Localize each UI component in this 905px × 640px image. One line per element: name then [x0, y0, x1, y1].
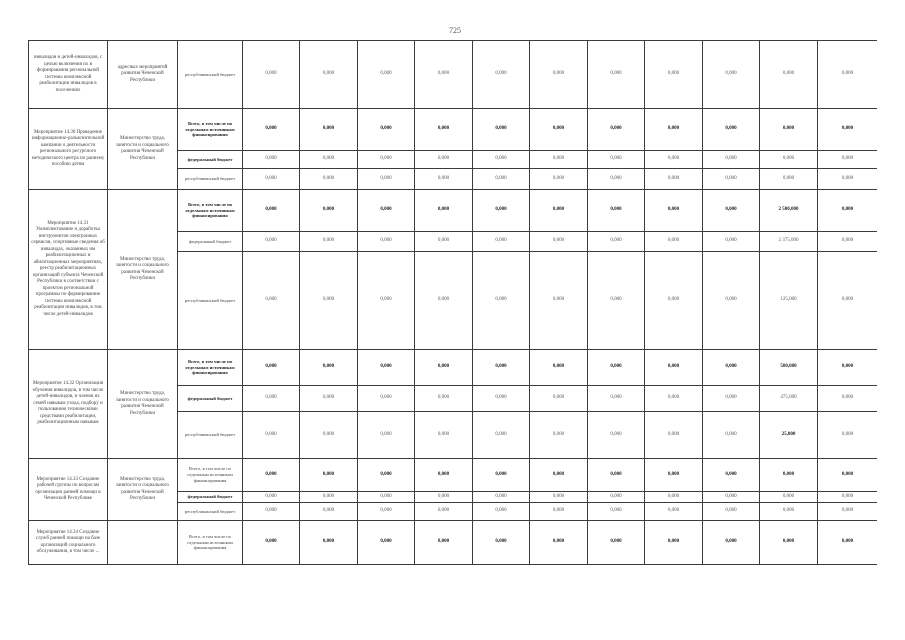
value-cell: 0,000 [588, 492, 645, 503]
funding-source: федеральный бюджет [178, 492, 243, 503]
value-cell: 0,000 [415, 232, 473, 252]
value-cell: 0,000 [530, 503, 588, 521]
value-cell: 0,000 [645, 386, 703, 412]
value-cell: 0,000 [588, 252, 645, 350]
value-cell: 0,000 [415, 252, 473, 350]
value-cell: 0,000 [415, 169, 473, 190]
value-cell: 0,000 [645, 232, 703, 252]
funding-source: республиканский бюджет [178, 41, 243, 109]
value-cell: 0,000 [818, 151, 878, 169]
value-cell: 0,000 [760, 492, 818, 503]
table-row [29, 459, 878, 492]
value-cell: 0,000 [703, 503, 760, 521]
value-cell: 0,000 [358, 151, 415, 169]
value-cell: 0,000 [358, 190, 415, 232]
value-cell: 0,000 [645, 151, 703, 169]
value-cell: 0,000 [760, 521, 818, 565]
value-cell: 0,000 [760, 169, 818, 190]
value-cell: 0,000 [760, 41, 818, 109]
measure-description: инвалидов и детей-инвалидов, с целью включения их в формирования региональной системы комплексной реабилитации инвалидов в поселениях [29, 41, 108, 109]
value-cell: 0,000 [530, 151, 588, 169]
value-cell: 0,000 [588, 503, 645, 521]
value-cell: 0,000 [358, 169, 415, 190]
value-cell: 0,000 [645, 503, 703, 521]
value-cell: 0,000 [473, 492, 530, 503]
value-cell: 0,000 [588, 109, 645, 151]
value-cell: 0,000 [358, 109, 415, 151]
value-cell: 0,000 [588, 521, 645, 565]
executor: адресных мероприятий развития Чеченской Республики [108, 41, 178, 109]
funding-source: федеральный бюджет [178, 386, 243, 412]
value-cell: 125,000 [760, 252, 818, 350]
value-cell: 0,000 [703, 169, 760, 190]
value-cell: 0,000 [415, 492, 473, 503]
value-cell: 0,000 [415, 386, 473, 412]
value-cell: 0,000 [530, 386, 588, 412]
value-cell: 0,000 [358, 41, 415, 109]
value-cell: 0,000 [300, 190, 358, 232]
executor: Министерство труда, занятости и социального развития Чеченской Республики [108, 459, 178, 521]
value-cell: 0,000 [703, 521, 760, 565]
funding-source: Всего, в том числе по отдельным источникам финансирования [178, 350, 243, 386]
value-cell: 0,000 [530, 252, 588, 350]
value-cell: 0,000 [703, 190, 760, 232]
value-cell: 0,000 [473, 252, 530, 350]
value-cell: 0,000 [243, 492, 300, 503]
value-cell: 0,000 [243, 459, 300, 492]
value-cell: 0,000 [243, 521, 300, 565]
value-cell: 0,000 [588, 232, 645, 252]
value-cell: 0,000 [818, 386, 878, 412]
value-cell: 0,000 [645, 190, 703, 232]
value-cell: 0,000 [530, 232, 588, 252]
value-cell: 0,000 [703, 232, 760, 252]
value-cell: 0,000 [358, 350, 415, 386]
measure-description: Мероприятие 14.32 Организация обучения инвалидов, в том числе детей-инвалидов, и членов их семей навыкам ухода, подбору и пользованию техническими средствами реабилитации, реабилитационным навыкам [29, 350, 108, 459]
value-cell: 0,000 [473, 412, 530, 459]
value-cell: 0,000 [243, 350, 300, 386]
value-cell: 0,000 [473, 190, 530, 232]
value-cell: 0,000 [243, 412, 300, 459]
value-cell: 0,000 [473, 459, 530, 492]
table-row [29, 350, 878, 386]
table-row [29, 41, 878, 109]
value-cell: 0,000 [703, 151, 760, 169]
value-cell: 0,000 [530, 492, 588, 503]
value-cell: 0,000 [530, 521, 588, 565]
value-cell: 0,000 [300, 521, 358, 565]
budget-table-body [29, 41, 878, 565]
value-cell: 0,000 [415, 521, 473, 565]
value-cell: 0,000 [473, 386, 530, 412]
value-cell: 0,000 [358, 386, 415, 412]
value-cell: 0,000 [645, 350, 703, 386]
value-cell: 0,000 [818, 252, 878, 350]
value-cell: 0,000 [588, 459, 645, 492]
value-cell: 0,000 [703, 459, 760, 492]
executor [108, 521, 178, 565]
executor: Министерство труда, занятости и социального развития Чеченской Республики [108, 109, 178, 190]
value-cell: 0,000 [588, 151, 645, 169]
value-cell: 0,000 [243, 232, 300, 252]
value-cell: 0,000 [358, 521, 415, 565]
funding-source: республиканский бюджет [178, 169, 243, 190]
value-cell: 0,000 [300, 109, 358, 151]
value-cell: 0,000 [760, 503, 818, 521]
value-cell: 0,000 [300, 412, 358, 459]
value-cell: 0,000 [358, 412, 415, 459]
funding-source: республиканский бюджет [178, 412, 243, 459]
value-cell: 0,000 [358, 252, 415, 350]
value-cell: 0,000 [473, 503, 530, 521]
value-cell: 0,000 [760, 459, 818, 492]
value-cell: 0,000 [818, 521, 878, 565]
value-cell: 0,000 [818, 190, 878, 232]
table-row [29, 109, 878, 151]
value-cell: 0,000 [588, 350, 645, 386]
value-cell: 0,000 [703, 492, 760, 503]
value-cell: 0,000 [243, 41, 300, 109]
value-cell: 0,000 [818, 169, 878, 190]
value-cell: 0,000 [703, 386, 760, 412]
value-cell: 0,000 [300, 252, 358, 350]
value-cell: 0,000 [415, 151, 473, 169]
value-cell: 0,000 [645, 521, 703, 565]
value-cell: 0,000 [300, 169, 358, 190]
value-cell: 0,000 [818, 503, 878, 521]
value-cell: 0,000 [645, 412, 703, 459]
value-cell: 0,000 [243, 386, 300, 412]
value-cell: 0,000 [473, 350, 530, 386]
funding-source: Всего, в том числе по отдельным источникам финансирования [178, 190, 243, 232]
value-cell: 0,000 [415, 350, 473, 386]
value-cell: 0,000 [818, 459, 878, 492]
value-cell: 0,000 [415, 109, 473, 151]
value-cell: 0,000 [645, 41, 703, 109]
value-cell: 0,000 [300, 151, 358, 169]
measure-description: Мероприятие 14.33 Создание рабочей группы по вопросам организации ранней помощи в Чеченской Республике [29, 459, 108, 521]
value-cell: 0,000 [415, 190, 473, 232]
value-cell: 475,000 [760, 386, 818, 412]
value-cell: 0,000 [358, 232, 415, 252]
value-cell: 0,000 [473, 41, 530, 109]
measure-description: Мероприятие 14.30 Проведение информационно-разъяснительной кампании о деятельности регионального ресурсного методического центра по раннему пособию детям [29, 109, 108, 190]
value-cell: 0,000 [818, 232, 878, 252]
value-cell: 0,000 [358, 459, 415, 492]
value-cell: 0,000 [703, 109, 760, 151]
value-cell: 0,000 [818, 492, 878, 503]
value-cell: 0,000 [358, 503, 415, 521]
value-cell: 0,000 [243, 169, 300, 190]
funding-source: Всего, в том числе по отдельным источникам финансирования [178, 459, 243, 492]
value-cell: 0,000 [818, 412, 878, 459]
value-cell: 0,000 [645, 459, 703, 492]
value-cell: 0,000 [645, 109, 703, 151]
value-cell: 0,000 [530, 350, 588, 386]
value-cell: 0,000 [300, 386, 358, 412]
value-cell: 0,000 [703, 350, 760, 386]
table-row [29, 521, 878, 565]
value-cell: 0,000 [818, 41, 878, 109]
value-cell: 0,000 [415, 459, 473, 492]
value-cell: 0,000 [588, 169, 645, 190]
value-cell: 0,000 [473, 109, 530, 151]
value-cell: 0,000 [588, 41, 645, 109]
budget-table [28, 40, 877, 565]
value-cell: 0,000 [760, 109, 818, 151]
measure-description: Мероприятие 14.31 Укомплектование и доработка инструментов электронных сервисов, спортивные сведения об инвалидах, оказанных им реабилитационных и абилитационных мероприятиях, реестр реабилитационных организаций субъекта Чеченской Республики в соответствии с проектом региональной программы по формированию системы комплексной реабилитации инвалидов, в том числе детей-инвалидов [29, 190, 108, 350]
value-cell: 0,000 [243, 190, 300, 232]
value-cell: 0,000 [358, 492, 415, 503]
value-cell: 0,000 [530, 459, 588, 492]
value-cell: 0,000 [703, 41, 760, 109]
funding-source: республиканский бюджет [178, 503, 243, 521]
value-cell: 0,000 [415, 41, 473, 109]
value-cell: 0,000 [473, 521, 530, 565]
value-cell: 0,000 [300, 492, 358, 503]
value-cell: 0,000 [703, 252, 760, 350]
value-cell: 0,000 [300, 503, 358, 521]
value-cell: 0,000 [530, 412, 588, 459]
value-cell: 0,000 [588, 412, 645, 459]
value-cell: 0,000 [415, 503, 473, 521]
table-row [29, 190, 878, 232]
value-cell: 0,000 [473, 169, 530, 190]
value-cell: 0,000 [530, 169, 588, 190]
funding-source: республиканский бюджет [178, 252, 243, 350]
value-cell: 0,000 [703, 412, 760, 459]
value-cell: 0,000 [300, 350, 358, 386]
funding-source: Всего, в том числе по отдельным источникам финансирования [178, 521, 243, 565]
value-cell: 0,000 [243, 503, 300, 521]
value-cell: 0,000 [645, 252, 703, 350]
budget-table-container [28, 40, 877, 584]
value-cell: 2 375,000 [760, 232, 818, 252]
funding-source: федеральный бюджет [178, 151, 243, 169]
funding-source: федеральный бюджет [178, 232, 243, 252]
value-cell: 0,000 [818, 109, 878, 151]
value-cell: 0,000 [588, 386, 645, 412]
value-cell: 0,000 [300, 232, 358, 252]
value-cell: 0,000 [818, 350, 878, 386]
funding-source: Всего, в том числе по отдельным источникам финансирования [178, 109, 243, 151]
value-cell: 0,000 [300, 41, 358, 109]
page-number: 725 [449, 26, 461, 35]
value-cell: 0,000 [530, 109, 588, 151]
executor: Министерство труда, занятости и социального развития Чеченской Республики [108, 350, 178, 459]
value-cell: 0,000 [473, 151, 530, 169]
value-cell: 0,000 [300, 459, 358, 492]
value-cell: 500,000 [760, 350, 818, 386]
value-cell: 0,000 [645, 169, 703, 190]
value-cell: 0,000 [415, 412, 473, 459]
value-cell: 25,000 [760, 412, 818, 459]
executor: Министерство труда, занятости и социального развития Чеченской Республики [108, 190, 178, 350]
value-cell: 0,000 [243, 252, 300, 350]
value-cell: 0,000 [530, 41, 588, 109]
value-cell: 0,000 [645, 492, 703, 503]
value-cell: 0,000 [588, 190, 645, 232]
value-cell: 0,000 [473, 232, 530, 252]
value-cell: 0,000 [760, 151, 818, 169]
value-cell: 0,000 [243, 109, 300, 151]
value-cell: 0,000 [243, 151, 300, 169]
measure-description: Мероприятие 14.34 Создание служб ранней помощи на базе организаций социального обслуживания, в том числе ... [29, 521, 108, 565]
value-cell: 2 500,000 [760, 190, 818, 232]
value-cell: 0,000 [530, 190, 588, 232]
